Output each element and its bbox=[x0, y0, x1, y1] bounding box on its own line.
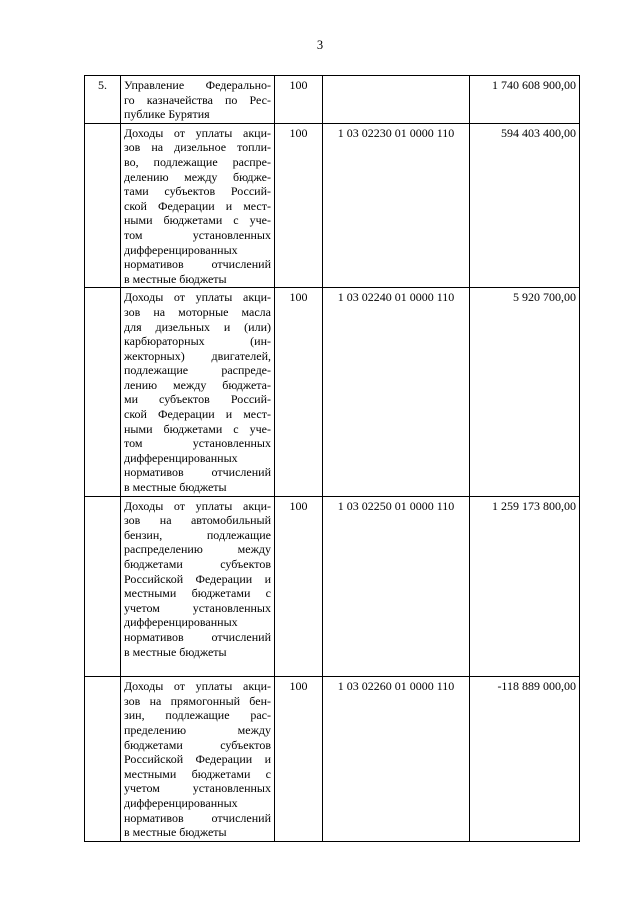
row-name-line: ными бюджетами с уче- bbox=[124, 421, 271, 436]
row-name-line: Доходы от уплаты акци- bbox=[124, 679, 271, 694]
page-number: 3 bbox=[316, 38, 324, 52]
row-name-line: подлежащие распреде- bbox=[124, 363, 271, 378]
row-classification-code: 1 03 02250 01 0000 110 bbox=[323, 496, 470, 677]
row-classification-code: 1 03 02240 01 0000 110 bbox=[323, 288, 470, 496]
row-admin-code: 100 bbox=[275, 123, 323, 288]
row-classification-code: 1 03 02260 01 0000 110 bbox=[323, 677, 470, 842]
row-name-line: местными бюджетами с bbox=[124, 766, 271, 781]
table-row bbox=[85, 123, 580, 288]
row-name-line: Доходы от уплаты акци- bbox=[124, 290, 271, 305]
row-admin-code: 100 bbox=[275, 76, 323, 124]
row-name bbox=[121, 677, 275, 842]
row-name-line: зов на прямогонный бен- bbox=[124, 693, 271, 708]
budget-table-body bbox=[85, 76, 580, 842]
table-row bbox=[85, 76, 580, 124]
row-name bbox=[121, 123, 275, 288]
row-name-line: нормативов отчислений bbox=[124, 629, 271, 644]
row-admin-code: 100 bbox=[275, 677, 323, 842]
row-name bbox=[121, 496, 275, 677]
row-number bbox=[85, 288, 121, 496]
row-name-line: нормативов отчислений bbox=[124, 465, 271, 480]
row-name-line: в местные бюджеты bbox=[124, 825, 227, 840]
row-classification-code: 1 03 02230 01 0000 110 bbox=[323, 123, 470, 288]
row-name-line: тами субъектов Россий- bbox=[124, 184, 271, 199]
row-name-line: том установленных bbox=[124, 227, 271, 242]
row-name-line: зов на автомобильный bbox=[124, 513, 271, 528]
row-name-line: го казначейства по Рес- bbox=[124, 92, 271, 107]
row-name bbox=[121, 288, 275, 496]
row-name-line: во, подлежащие распре- bbox=[124, 154, 271, 169]
table-row bbox=[85, 288, 580, 496]
row-name-line: дифференцированных bbox=[124, 795, 238, 810]
row-name-line: учетом установленных bbox=[124, 600, 271, 615]
row-sum: 1 259 173 800,00 bbox=[470, 496, 580, 677]
row-number bbox=[85, 123, 121, 288]
row-name-line: Российской Федерации и bbox=[124, 571, 271, 586]
row-name-line: пределению между bbox=[124, 722, 271, 737]
row-name-line: бюджетами субъектов bbox=[124, 557, 271, 571]
table-row bbox=[85, 496, 580, 677]
row-spacer bbox=[124, 659, 271, 675]
row-name-line: зов на моторные масла bbox=[124, 304, 271, 319]
row-name-line: жекторных) двигателей, bbox=[124, 348, 271, 363]
row-classification-code bbox=[323, 76, 470, 124]
row-sum: 594 403 400,00 bbox=[470, 123, 580, 288]
row-name-line: делению между бюдже- bbox=[124, 169, 271, 184]
row-name-line: в местные бюджеты bbox=[124, 271, 227, 286]
row-name-line: зин, подлежащие рас- bbox=[124, 708, 271, 723]
row-name-line: бензин, подлежащие bbox=[124, 527, 271, 542]
row-name-line: ми субъектов Россий- bbox=[124, 392, 271, 407]
row-name-line: распределению между bbox=[124, 542, 271, 557]
row-admin-code: 100 bbox=[275, 496, 323, 677]
row-name-line: Управление Федерально- bbox=[124, 78, 271, 92]
row-name-line: ными бюджетами с уче- bbox=[124, 213, 271, 228]
row-sum: 1 740 608 900,00 bbox=[470, 76, 580, 124]
row-admin-code: 100 bbox=[275, 288, 323, 496]
row-name-line: нормативов отчислений bbox=[124, 257, 271, 272]
row-name-line: нормативов отчислений bbox=[124, 810, 271, 825]
row-name-line: дифференцированных bbox=[124, 450, 238, 465]
row-name bbox=[121, 76, 275, 124]
row-sum: 5 920 700,00 bbox=[470, 288, 580, 496]
row-name-line: Российской Федерации и bbox=[124, 752, 271, 767]
row-name-line: для дизельных и (или) bbox=[124, 319, 271, 334]
row-name-line: в местные бюджеты bbox=[124, 480, 227, 495]
row-number: 5. bbox=[85, 76, 121, 124]
row-name-line: дифференцированных bbox=[124, 615, 238, 630]
row-name-line: ской Федерации и мест- bbox=[124, 407, 271, 422]
row-name-line: в местные бюджеты bbox=[124, 644, 227, 659]
row-name-line: Доходы от уплаты акци- bbox=[124, 125, 271, 140]
row-sum: -118 889 000,00 bbox=[470, 677, 580, 842]
row-name-line: лению между бюджета- bbox=[124, 377, 271, 392]
row-name-line: дифференцированных bbox=[124, 242, 238, 257]
row-name-line: зов на дизельное топли- bbox=[124, 140, 271, 155]
row-name-line: учетом установленных bbox=[124, 781, 271, 796]
table-row bbox=[85, 677, 580, 842]
row-name-line: бюджетами субъектов bbox=[124, 737, 271, 752]
row-name-line: местными бюджетами с bbox=[124, 586, 271, 601]
row-name-line: карбюраторных (ин- bbox=[124, 334, 271, 349]
row-name-line: ской Федерации и мест- bbox=[124, 198, 271, 213]
row-number bbox=[85, 496, 121, 677]
row-name-line: публике Бурятия bbox=[124, 107, 210, 122]
row-name-line: том установленных bbox=[124, 436, 271, 451]
budget-table bbox=[84, 75, 580, 842]
row-name-line: Доходы от уплаты акци- bbox=[124, 498, 271, 513]
row-number bbox=[85, 677, 121, 842]
